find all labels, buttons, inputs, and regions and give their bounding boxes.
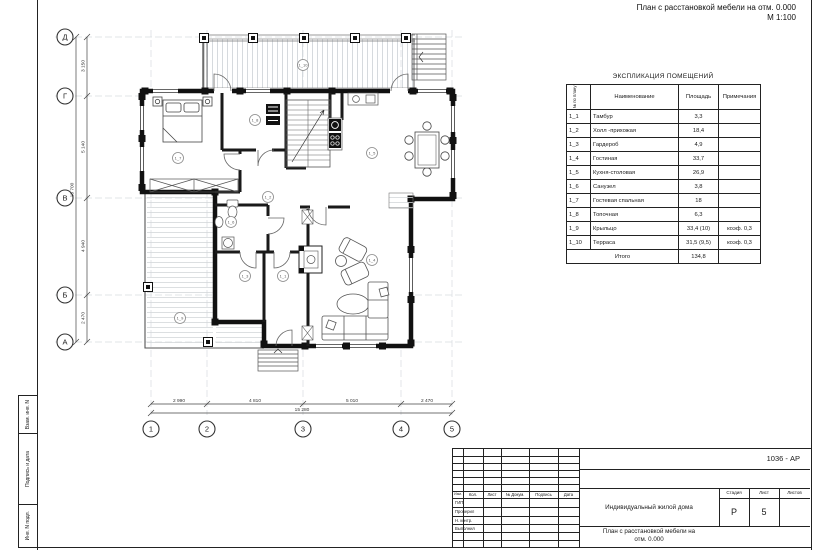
axis-label: 4 [398, 424, 404, 434]
total-label: Итого [567, 250, 679, 264]
fireplace [299, 246, 322, 273]
stamp-col-data: Дата [563, 491, 574, 497]
col-name: Наименование [591, 85, 679, 110]
axis-label: А [62, 337, 68, 347]
axis-label: 1 [148, 424, 154, 434]
sheets-label: Листов [787, 490, 802, 495]
stamp-sheet-title-line1: План с расстановкой мебели на [602, 528, 696, 535]
sheet-label: Лист [759, 490, 769, 495]
col-note: Примечания [719, 85, 761, 110]
axis-label: 5 [449, 424, 455, 434]
axis-label: Д [62, 32, 68, 42]
page-title: План с расстановкой мебели на отм. 0.000 [636, 3, 796, 12]
table-row: 1_6 Санузел 3,8 [567, 180, 761, 194]
table-row: 1_1 Тамбур 3,3 [567, 110, 761, 124]
strip-vzam-label: Взам. инв. N [25, 399, 31, 430]
strip-inv [19, 505, 37, 546]
explication [566, 73, 760, 264]
axis-label: Г [62, 91, 68, 101]
room-marker-label: 1_4 [368, 257, 376, 263]
dim-label: 5 010 [345, 398, 359, 404]
room-marker-label: 1_7 [174, 155, 182, 161]
room-marker-label: 1_3 [241, 273, 249, 279]
dim-label: 2 470 [420, 398, 434, 404]
room-marker-label: 1_9 [176, 315, 184, 321]
room-marker-label: 1_8 [251, 117, 259, 123]
stamp-col-izm: Изм. [454, 491, 462, 496]
axis-label: 3 [300, 424, 306, 434]
table-row: 1_8 Топочная 6,3 [567, 208, 761, 222]
dim-label: 4 810 [248, 398, 262, 404]
stage-label: Стадия [726, 490, 742, 495]
table-row: 1_5 Кухня-столовая 26,9 [567, 166, 761, 180]
dim-label: 5 140 [81, 140, 87, 154]
stamp-role-nkontr: Н. контр. [455, 517, 473, 523]
col-num: № по плану [567, 85, 591, 110]
strip-vzam [19, 396, 37, 434]
stamp-col-podpis: Подпись [535, 491, 552, 497]
coffee-table [337, 294, 369, 314]
axis-label: В [62, 193, 68, 203]
sheet-number: 5 [761, 507, 767, 517]
table-row: 1_3 Гардероб 4,9 [567, 138, 761, 152]
stamp-col-dokum: № Докум. [505, 491, 525, 497]
dim-label: 2 990 [172, 398, 186, 404]
dim-label: 2 470 [81, 311, 87, 325]
table-row: 1_10 Терраса 31,5 (9,5) коэф. 0,3 [567, 236, 761, 250]
total-area: 134,8 [679, 250, 719, 264]
stamp-col-kol: Кол. [468, 491, 478, 497]
bay-porch [389, 193, 413, 208]
stamp-sheet-title-line2: отм. 0.000 [634, 536, 664, 543]
table-row: 1_4 Гостиная 33,7 [567, 152, 761, 166]
title-block [452, 448, 812, 548]
dim-total-label: 15 700 [70, 182, 76, 198]
stage-value: Р [730, 507, 737, 517]
table-row: 1_2 Холл -прихожая 18,4 [567, 124, 761, 138]
strip-inv-label: Инв. N подл. [25, 510, 31, 541]
stamp-sheet-title [579, 526, 719, 546]
dim-total-label: 15 280 [294, 408, 310, 413]
table-header-row [567, 85, 761, 110]
strip-podpis-label: Подпись и дата [25, 451, 31, 487]
dim-label: 4 940 [81, 239, 87, 253]
axis-label: 2 [204, 424, 210, 434]
scale-note: М 1:100 [767, 13, 796, 22]
explication-table [566, 84, 761, 264]
table-row: 1_9 Крыльцо 33,4 (10) коэф. 0,3 [567, 222, 761, 236]
explication-title: ЭКСПЛИКАЦИЯ ПОМЕЩЕНИЙ [612, 73, 714, 80]
project-code: 1036 - АР [766, 454, 800, 463]
project-name: Индивидуальный жилой дома [605, 503, 693, 511]
strip-podpis [19, 434, 37, 505]
axis-label: Б [62, 290, 68, 300]
room-marker-label: 1_10 [298, 62, 308, 68]
stamp-col-list: Лист [487, 491, 497, 497]
side-strips [18, 395, 38, 548]
room-marker-label: 1_6 [227, 219, 235, 225]
stamp-role-proveril: Проверил [455, 509, 475, 514]
room-marker-label: 1_5 [368, 150, 376, 156]
room-marker-label: 1_1 [279, 273, 287, 279]
stamp-role-gip: ГИП [455, 500, 464, 505]
col-area: Площадь [679, 85, 719, 110]
room-marker-label: 1_2 [264, 194, 272, 200]
dim-label: 3 150 [81, 59, 87, 73]
entry-steps [258, 349, 298, 371]
external-stair [412, 34, 446, 80]
explication-body [567, 110, 761, 250]
table-row: 1_7 Гостевая спальная 18 [567, 194, 761, 208]
stamp-role-vypolnil: Выполнил [455, 526, 475, 531]
sheet-header [520, 3, 796, 23]
total-row [567, 250, 761, 264]
